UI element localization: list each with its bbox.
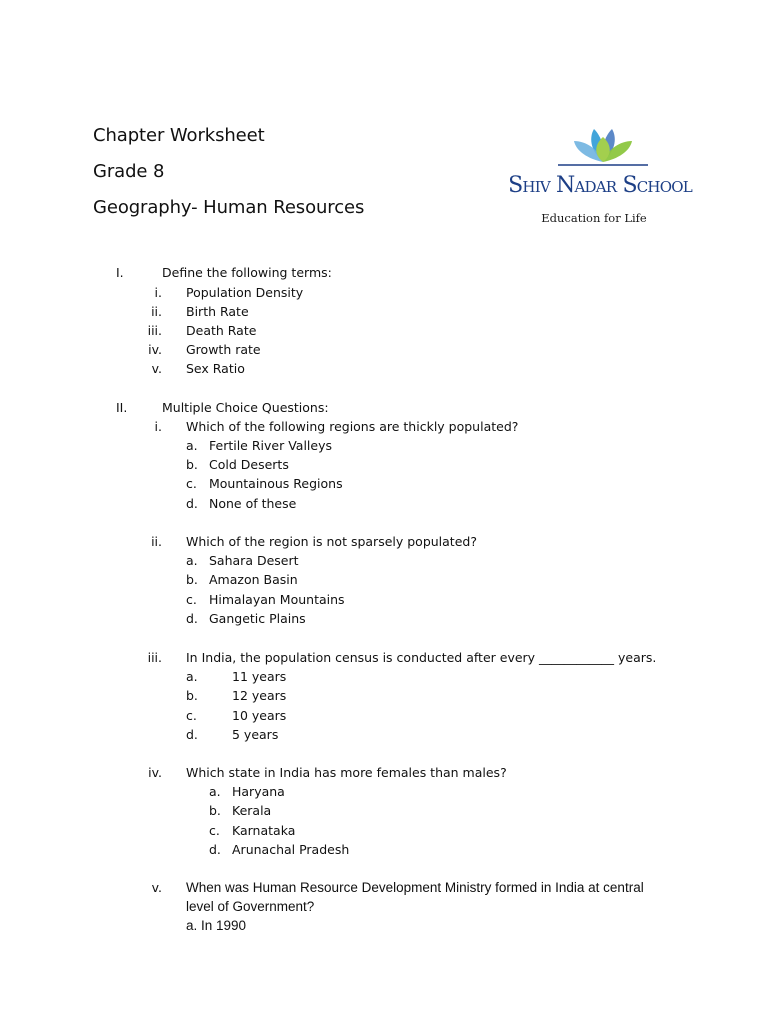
section-title: Define the following terms: [162,265,332,280]
option-letter: c. [186,592,197,607]
question-number: iv. [148,765,162,780]
question-text: Which of the region is not sparsely populated? [186,534,477,549]
option-text: 12 years [232,688,287,703]
option-text: Arunachal Pradesh [232,842,350,857]
question-number: v. [151,880,162,895]
option-text: 10 years [232,708,287,723]
lotus-icon [558,125,648,167]
term-item: Birth Rate [186,304,249,319]
question-text: When was Human Resource Development Ministry formed in India at central [186,880,644,895]
option-letter: c. [186,476,197,491]
option-letter: c. [209,823,220,838]
option-letter: a. [186,553,198,568]
option-text: Sahara Desert [209,553,299,568]
option-letter: d. [209,842,221,857]
option-letter: b. [186,457,198,472]
item-number: i. [154,285,162,300]
term-item: Sex Ratio [186,361,245,376]
option-text: Karnataka [232,823,296,838]
option-letter: c. [186,708,197,723]
section-number: II. [116,400,128,415]
option-letter: a. [186,438,198,453]
question-text: In India, the population census is conducted after every ____________ years. [186,650,657,665]
option-text: Haryana [232,784,285,799]
question-number: i. [154,419,162,434]
item-number: ii. [151,304,162,319]
section-number: I. [116,265,124,280]
question-text: Which of the following regions are thickly populated? [186,419,519,434]
item-number: iii. [147,323,162,338]
option-text: Mountainous Regions [209,476,343,491]
option-text: 11 years [232,669,287,684]
option-letter: a. [209,784,221,799]
option-text: None of these [209,496,297,511]
option-text: Amazon Basin [209,572,298,587]
school-name: Shiv Nadar School [508,173,692,198]
option-letter: d. [186,727,198,742]
question-text-continued: level of Government? [186,899,315,914]
option-text: Fertile River Valleys [209,438,332,453]
worksheet-title: Chapter Worksheet [93,125,265,146]
question-number: iii. [147,650,162,665]
term-item: Death Rate [186,323,257,338]
option-text: Cold Deserts [209,457,289,472]
option-letter: d. [186,496,198,511]
school-logo [500,125,700,235]
school-tagline: Education for Life [541,211,647,225]
option-text: Gangetic Plains [209,611,306,626]
option-text: Kerala [232,803,272,818]
item-number: v. [151,361,162,376]
option-letter: a. [186,669,198,684]
option-text: Himalayan Mountains [209,592,345,607]
option-text: 5 years [232,727,279,742]
item-number: iv. [148,342,162,357]
term-item: Population Density [186,285,304,300]
option-letter: b. [186,688,198,703]
option-text: a. In 1990 [186,918,247,933]
question-number: ii. [151,534,162,549]
section-title: Multiple Choice Questions: [162,400,329,415]
option-letter: d. [186,611,198,626]
option-letter: b. [186,572,198,587]
subject-title: Geography- Human Resources [93,197,365,218]
term-item: Growth rate [186,342,261,357]
grade-label: Grade 8 [93,161,165,182]
option-letter: b. [209,803,221,818]
question-text: Which state in India has more females than males? [186,765,507,780]
